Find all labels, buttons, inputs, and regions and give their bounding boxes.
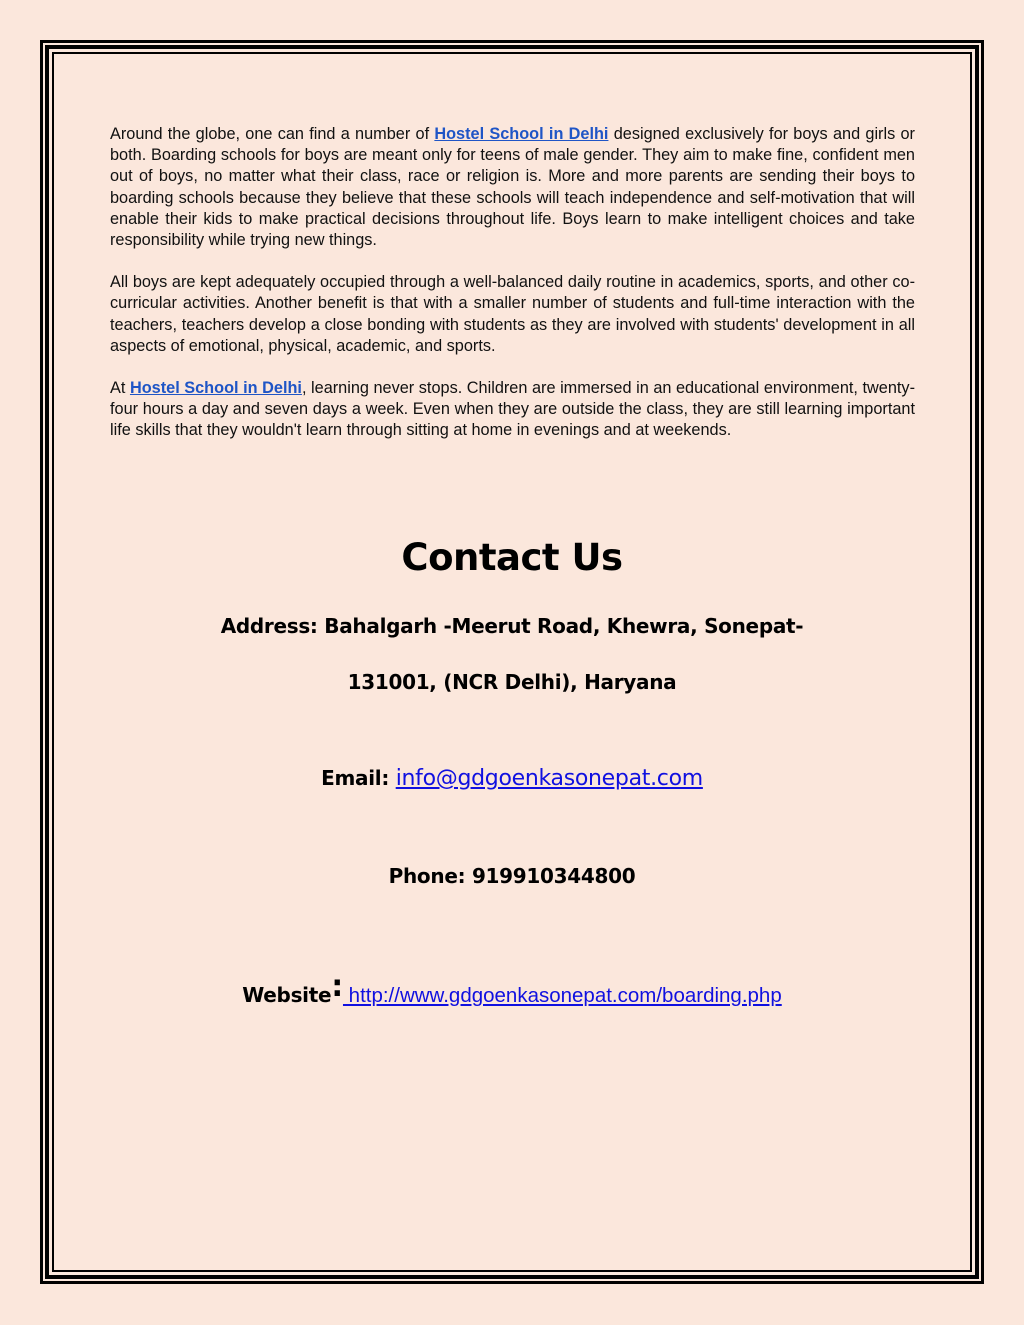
paragraph-intro-rest: designed exclusively for boys and girls or both. Boarding schools for boys are meant only for teens of male gender. They aim to make fine, confident men out of boys, no matter what their class, race or religion is. More and more parents are sending their boys to boarding schools because they believe that these schools will teach independence and self-motivation that will enable their kids to make practical decisions throughout life. Boys learn to make intelligent choices and take responsibility while trying new things. [110, 125, 915, 250]
paragraph-learning-rest: , learning never stops. Children are immersed in an educational environment, twenty-four hours a day and seven days a week. Even when they are outside the class, they are still learning important life skills that they wouldn't learn through sitting at home in evenings and at weekends. [110, 379, 915, 440]
website-row [52, 969, 972, 1010]
paragraph-learning [110, 378, 915, 442]
website-label: Website [242, 983, 332, 1007]
address-line-2: 131001, (NCR Delhi), Haryana [347, 670, 677, 694]
address-line-1: Address: Bahalgarh -Meerut Road, Khewra, Sonepat- [220, 614, 804, 638]
email-link[interactable]: info@gdgoenkasonepat.com [395, 766, 703, 791]
paragraph-routine: All boys are kept adequately occupied through a well-balanced daily routine in academics, sports, and other co-curricular activities. Another benefit is that with a smaller number of students and full-time interaction with the teachers, teachers develop a close bonding with students as they are involved with students' development in all aspects of emotional, physical, academic, and sports. [110, 273, 915, 355]
contact-title: Contact Us [401, 536, 623, 579]
phone-row: Phone: 919910344800 [388, 864, 636, 888]
website-colon: : [331, 969, 343, 1004]
email-label: Email: [321, 766, 396, 790]
body-text [110, 124, 915, 463]
paragraph-intro [110, 124, 915, 251]
hostel-school-link[interactable]: Hostel School in Delhi [434, 125, 609, 143]
paragraph-learning-start: At [110, 379, 130, 398]
email-row [52, 766, 972, 791]
paragraph-intro-start: Around the globe, one can find a number of [110, 125, 435, 143]
website-link[interactable]: http://www.gdgoenkasonepat.com/boarding.php [342, 984, 782, 1007]
hostel-school-link-2[interactable]: Hostel School in Delhi [129, 379, 302, 398]
